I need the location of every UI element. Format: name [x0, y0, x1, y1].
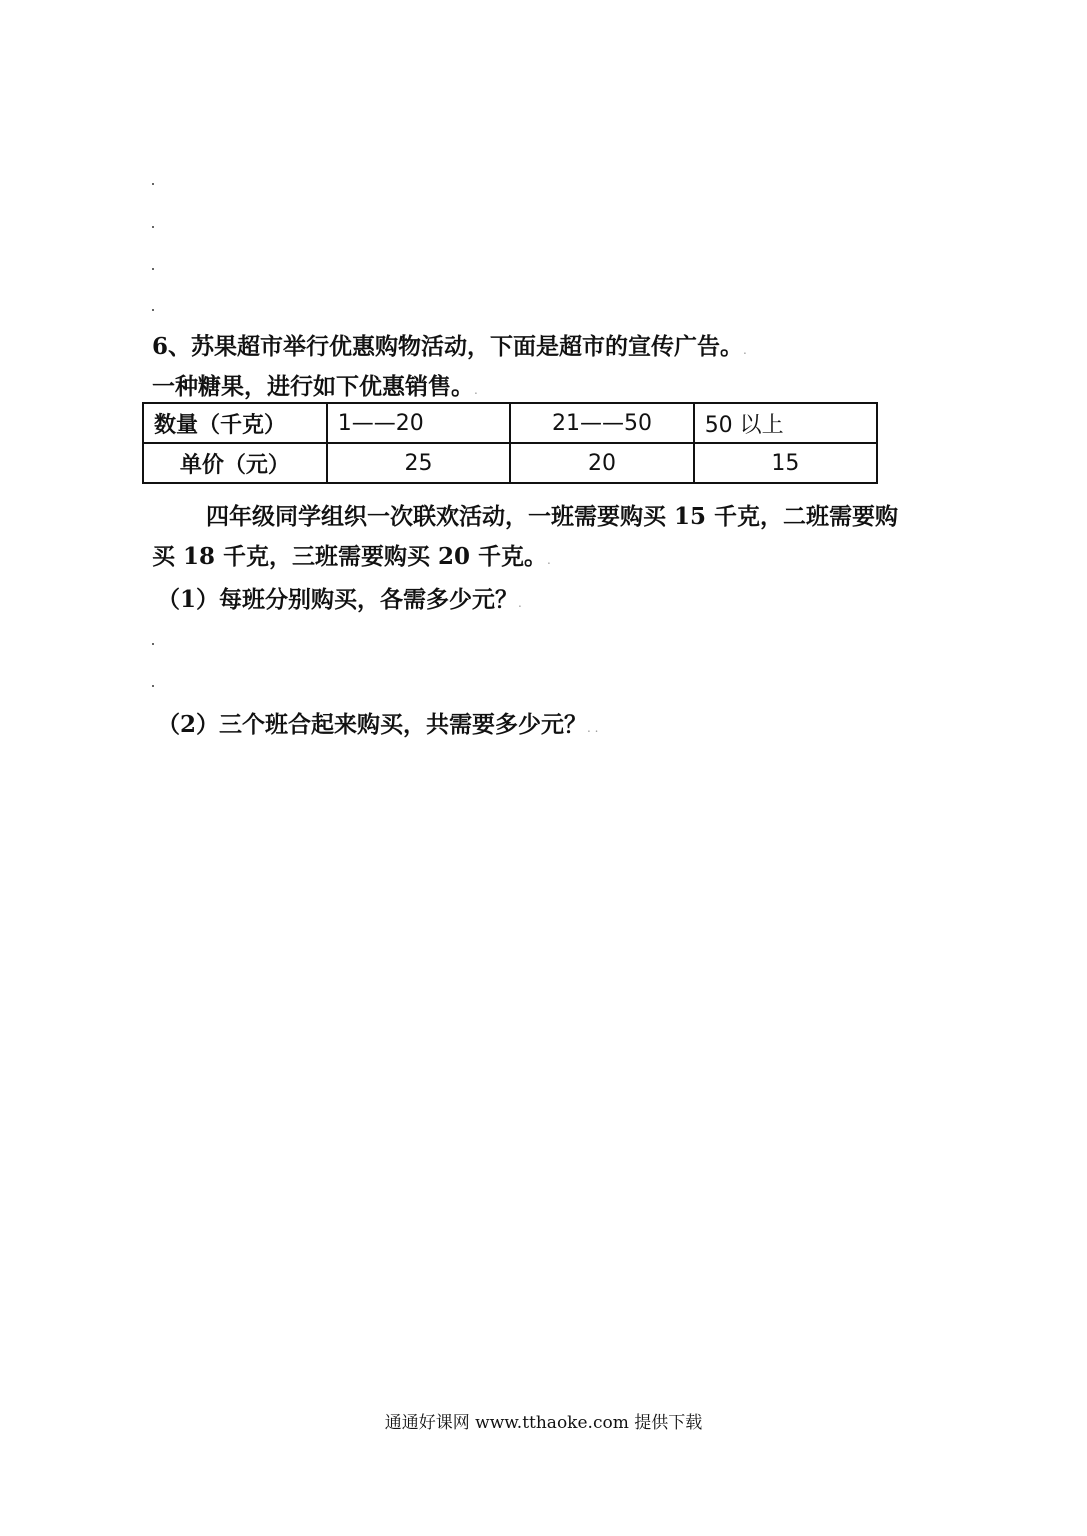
margin-dot — [152, 643, 154, 645]
question-title-text: 6、苏果超市举行优惠购物活动，下面是超市的宣传广告。 — [152, 333, 744, 360]
question-subtitle-text: 一种糖果，进行如下优惠销售。 — [152, 373, 474, 400]
question-2: （2）三个班合起来购买，共需要多少元？. . — [157, 711, 599, 738]
table-cell: 1——20 — [327, 403, 510, 443]
question-subtitle: 一种糖果，进行如下优惠销售。. — [152, 373, 478, 400]
table-cell: 20 — [510, 443, 693, 483]
margin-dot — [152, 226, 154, 228]
table-cell-quantity-header: 数量（千克） — [143, 403, 327, 443]
table-cell: 50 以上 — [694, 403, 877, 443]
question-1: （1）每班分别购买，各需多少元？. — [157, 586, 522, 613]
body-line-1 — [206, 498, 898, 531]
margin-dot — [152, 685, 154, 687]
body-line-1-text: 四年级同学组织一次联欢活动，一班需要购买 15 千克，二班需要购 — [206, 503, 899, 530]
table-cell: 21——50 — [510, 403, 693, 443]
footer-text: 通通好课网 www.tthaoke.com 提供下载 — [384, 1413, 703, 1433]
margin-dot — [152, 268, 154, 270]
table-row — [143, 403, 877, 443]
margin-dot — [152, 183, 154, 185]
question-2-text: （2）三个班合起来购买，共需要多少元？ — [157, 711, 588, 738]
margin-dot — [152, 309, 154, 311]
question-1-text: （1）每班分别购买，各需多少元？ — [157, 586, 519, 613]
table-row — [143, 443, 877, 483]
table-cell: 25 — [327, 443, 510, 483]
table-cell-price-header: 单价（元） — [143, 443, 327, 483]
body-line-2: 买 18 千克，三班需要购买 20 千克。. — [152, 543, 551, 570]
question-title: 6、苏果超市举行优惠购物活动，下面是超市的宣传广告。. — [152, 333, 747, 360]
table-cell: 15 — [694, 443, 877, 483]
price-table — [142, 402, 878, 484]
body-line-2-text: 买 18 千克，三班需要购买 20 千克。 — [152, 543, 548, 570]
